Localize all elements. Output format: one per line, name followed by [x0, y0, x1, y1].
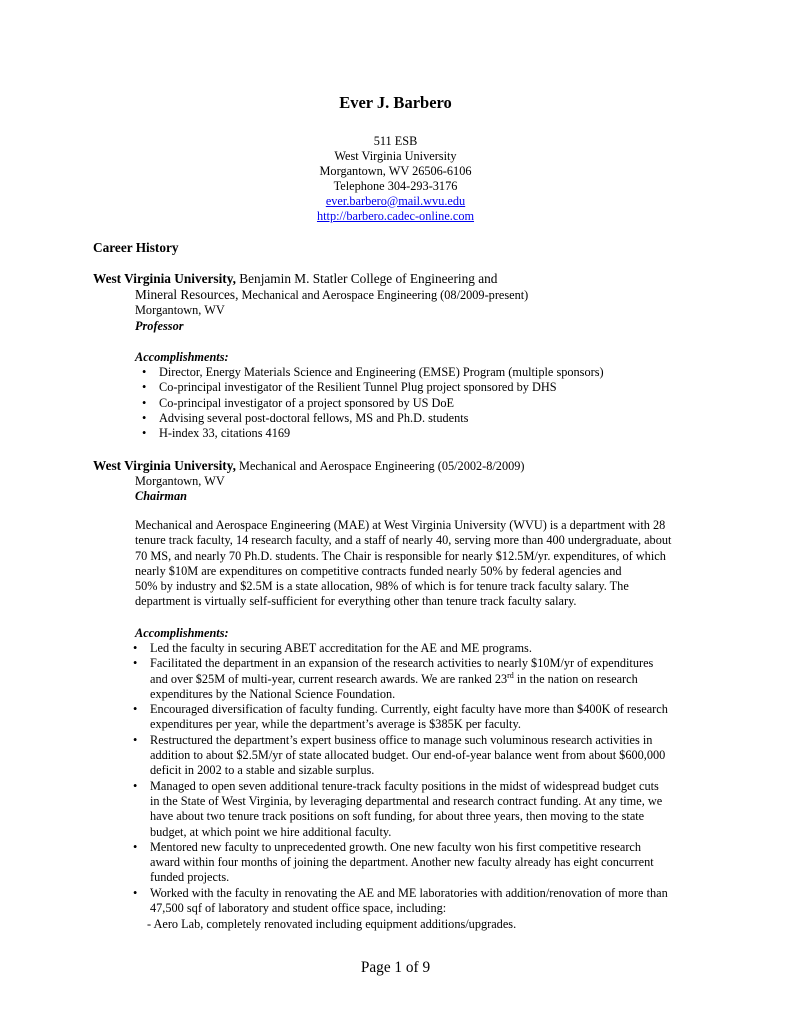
office-line: 511 ESB [373, 134, 418, 148]
job-dept: Mechanical and Aerospace Engineering (05/2002-8/2009) [235, 459, 525, 473]
list-item: • Co-principal investigator of the Resilient Tunnel Plug project sponsored by DHS [142, 380, 557, 395]
email-link[interactable]: ever.barbero@mail.wvu.edu [325, 193, 466, 208]
list-item: • Worked with the faculty in renovating the AE and ME laboratories with addition/renovation of more than 47,500 sqf of laboratory and student office space, including: [133, 885, 668, 916]
document-title: Ever J. Barbero [339, 93, 452, 112]
list-item: • Advising several post-doctoral fellows, MS and Ph.D. students [142, 410, 469, 425]
job-entry-chairman [93, 458, 703, 505]
job-entry-professor [93, 271, 703, 334]
job-title-line [93, 271, 703, 287]
job-location: Morgantown, WV [135, 303, 225, 318]
accomplishments-list [142, 365, 702, 441]
job-org: West Virginia University, [93, 271, 236, 286]
city-line: Morgantown, WV 26506-6106 [319, 163, 472, 178]
contact-block [0, 134, 791, 223]
job-title-line [93, 458, 703, 474]
job-role: Professor [135, 318, 184, 333]
job-role: Chairman [135, 489, 187, 504]
accomplishments-label: Accomplishments: [135, 626, 229, 640]
list-item: • Director, Energy Materials Science and Engineering (EMSE) Program (multiple sponsors) [142, 365, 604, 379]
job-location: Morgantown, WV [135, 474, 225, 488]
phone-line: Telephone 304-293-3176 [333, 178, 458, 193]
list-item: • Encouraged diversification of faculty funding. Currently, eight faculty have more than $400K of research expenditures per year, while the department’s average is $385K per faculty. [133, 702, 668, 732]
job-dept-line1: Benjamin M. Statler College of Engineering and [235, 271, 498, 286]
accomplishments-list [133, 641, 705, 916]
section-heading-career-history: Career History [93, 240, 179, 255]
job-dept-line2: Mineral Resources, Mechanical and Aerospace Engineering (08/2009-present) [135, 287, 529, 302]
list-item: • H-index 33, citations 4169 [142, 426, 291, 441]
list-item: • Managed to open seven additional tenure-track faculty positions in the midst of widespread budget cuts in the State of West Virginia, by leveraging departmental and research contract funding. At any time, we have about two tenure track positions on soft funding, for about three years, then moving to the state budget, at which point we hire additional faculty. [133, 778, 663, 839]
department-description: Mechanical and Aerospace Engineering (MAE) at West Virginia University (WVU) is a department with 28 tenure track faculty, 14 research faculty, and a staff of nearly 40, serving more than 400 undergraduate, about 70 MS, and nearly 70 Ph.D. students. The Chair is responsible for nearly $12.5M/yr. expenditures, of which nearly $10M are expenditures on competitive contracts funded nearly 50% by federal agencies and 50% by industry and $2.5M is a state allocation, 98% of which is for tenure track faculty salary. The department is virtually self-sufficient for everything other than tenure track faculty salary. [135, 518, 672, 609]
list-item: • Co-principal investigator of a project sponsored by US DoE [142, 395, 455, 410]
page-number: Page 1 of 9 [360, 959, 431, 976]
sub-list-item: - Aero Lab, completely renovated including equipment additions/upgrades. [147, 917, 517, 931]
list-item: • Facilitated the department in an expansion of the research activities to nearly $10M/yr of expenditures and over $25M of multi-year, current research awards. We are ranked 23rd in the nation on research expenditures by the National Science Foundation. [133, 656, 654, 701]
job-org: West Virginia University, [93, 458, 236, 473]
list-item: • Restructured the department’s expert business office to manage such voluminous research activities in addition to about $2.5M/yr of state allocated budget. Our end-of-year balance went from about $600,000 deficit in 2002 to a stable and sizable surplus. [133, 732, 666, 778]
website-link[interactable]: http://barbero.cadec-online.com [316, 208, 475, 223]
list-item: • Mentored new faculty to unprecedented growth. One new faculty won his first competitive research award within four months of joining the department. Another new faculty already has eight concurrent funded projects. [133, 839, 654, 885]
list-item: • Led the faculty in securing ABET accreditation for the AE and ME programs. [133, 641, 532, 655]
university-line: West Virginia University [334, 148, 457, 163]
accomplishments-label: Accomplishments: [135, 350, 229, 364]
